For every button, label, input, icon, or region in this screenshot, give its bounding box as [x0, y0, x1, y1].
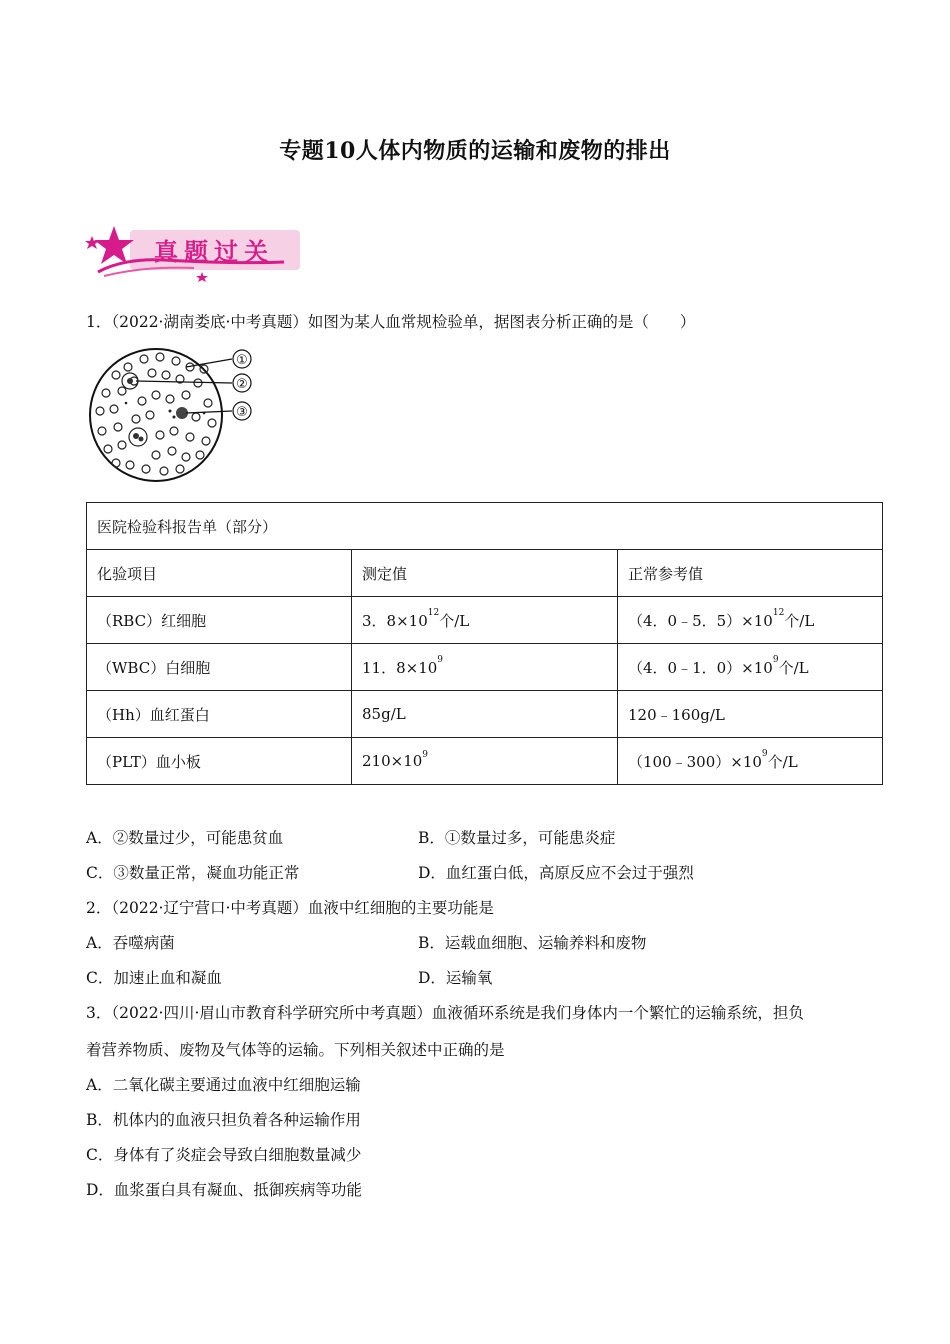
- star-icon: [94, 226, 134, 264]
- q3-option-c: C．身体有了炎症会导致白细胞数量减少: [86, 1146, 362, 1164]
- banner-graphic: [84, 220, 302, 284]
- question-3-stem-continued: 着营养物质、废物及气体等的运输。下列相关叙述中正确的是: [86, 1041, 505, 1059]
- value-cell: 85g/L: [352, 691, 618, 738]
- banner-text: 真题过关: [154, 238, 274, 266]
- table-row: [87, 597, 883, 644]
- lab-report-table: [86, 502, 883, 785]
- table-columns-row: [87, 550, 883, 597]
- page-title: 专题10人体内物质的运输和废物的排出: [279, 138, 671, 164]
- value-cell: 3．$8\times 10^{12}$个/L: [352, 597, 618, 644]
- reference-cell: （4．0﹣1．$0)\times 10^9$个/L: [618, 644, 883, 691]
- blood-smear-figure: [86, 345, 266, 485]
- column-header: 化验项目: [87, 550, 352, 597]
- figure-labels: [233, 350, 251, 420]
- question-1-stem: 1．（2022·湖南娄底·中考真题）如图为某人血常规检验单，据图表分析正确的是（ ）: [86, 313, 696, 331]
- svg-text:③: ③: [236, 405, 248, 420]
- item-cell: （WBC）白细胞: [87, 644, 352, 691]
- q1-option-c: C．③数量正常，凝血功能正常: [86, 864, 300, 882]
- q2-option-d: D．运输氧: [418, 969, 493, 987]
- table-row: [87, 691, 883, 738]
- q1-option-d: D．血红蛋白低，高原反应不会过于强烈: [418, 864, 694, 882]
- q3-option-a: A．二氧化碳主要通过血液中红细胞运输: [86, 1076, 361, 1094]
- small-star-icon: [85, 236, 99, 249]
- table-row: [87, 738, 883, 785]
- q1-option-b: B．①数量过多，可能患炎症: [418, 829, 616, 847]
- q2-option-b: B．运载血细胞、运输养料和废物: [418, 934, 647, 952]
- reference-cell: 120﹣160g/L: [618, 691, 883, 738]
- q3-option-b: B．机体内的血液只担负着各种运输作用: [86, 1111, 361, 1129]
- item-cell: （RBC）红细胞: [87, 597, 352, 644]
- table-row: [87, 644, 883, 691]
- q2-option-c: C．加速止血和凝血: [86, 969, 222, 987]
- item-cell: （PLT）血小板: [87, 738, 352, 785]
- q3-option-d: D．血浆蛋白具有凝血、抵御疾病等功能: [86, 1181, 362, 1199]
- question-2-stem: 2．（2022·辽宁营口·中考真题）血液中红细胞的主要功能是: [86, 899, 494, 917]
- value-cell: $210\times 10^9$: [352, 738, 618, 785]
- svg-text:②: ②: [236, 377, 248, 392]
- table-header-row: [87, 503, 883, 550]
- reference-cell: （4．0﹣5．$5)\times 10^{12}$个/L: [618, 597, 883, 644]
- small-star-icon: [196, 272, 208, 282]
- column-header: 测定值: [352, 550, 618, 597]
- q1-option-a: A．②数量过少，可能患贫血: [86, 829, 284, 847]
- value-cell: 11．$8\times 10^9$: [352, 644, 618, 691]
- q2-option-a: A．吞噬病菌: [86, 934, 175, 952]
- report-header: 医院检验科报告单（部分）: [87, 503, 883, 550]
- blood-smear-diagram: [86, 345, 266, 485]
- reference-cell: $(100﹣300)\times 10^9$个/L: [618, 738, 883, 785]
- question-3-stem: 3．（2022·四川·眉山市教育科学研究所中考真题）血液循环系统是我们身体内一个繁忙的运输系统，担负: [86, 1004, 804, 1022]
- column-header: 正常参考值: [618, 550, 883, 597]
- item-cell: （Hh）血红蛋白: [87, 691, 352, 738]
- section-banner: [84, 220, 302, 284]
- svg-text:①: ①: [236, 353, 248, 368]
